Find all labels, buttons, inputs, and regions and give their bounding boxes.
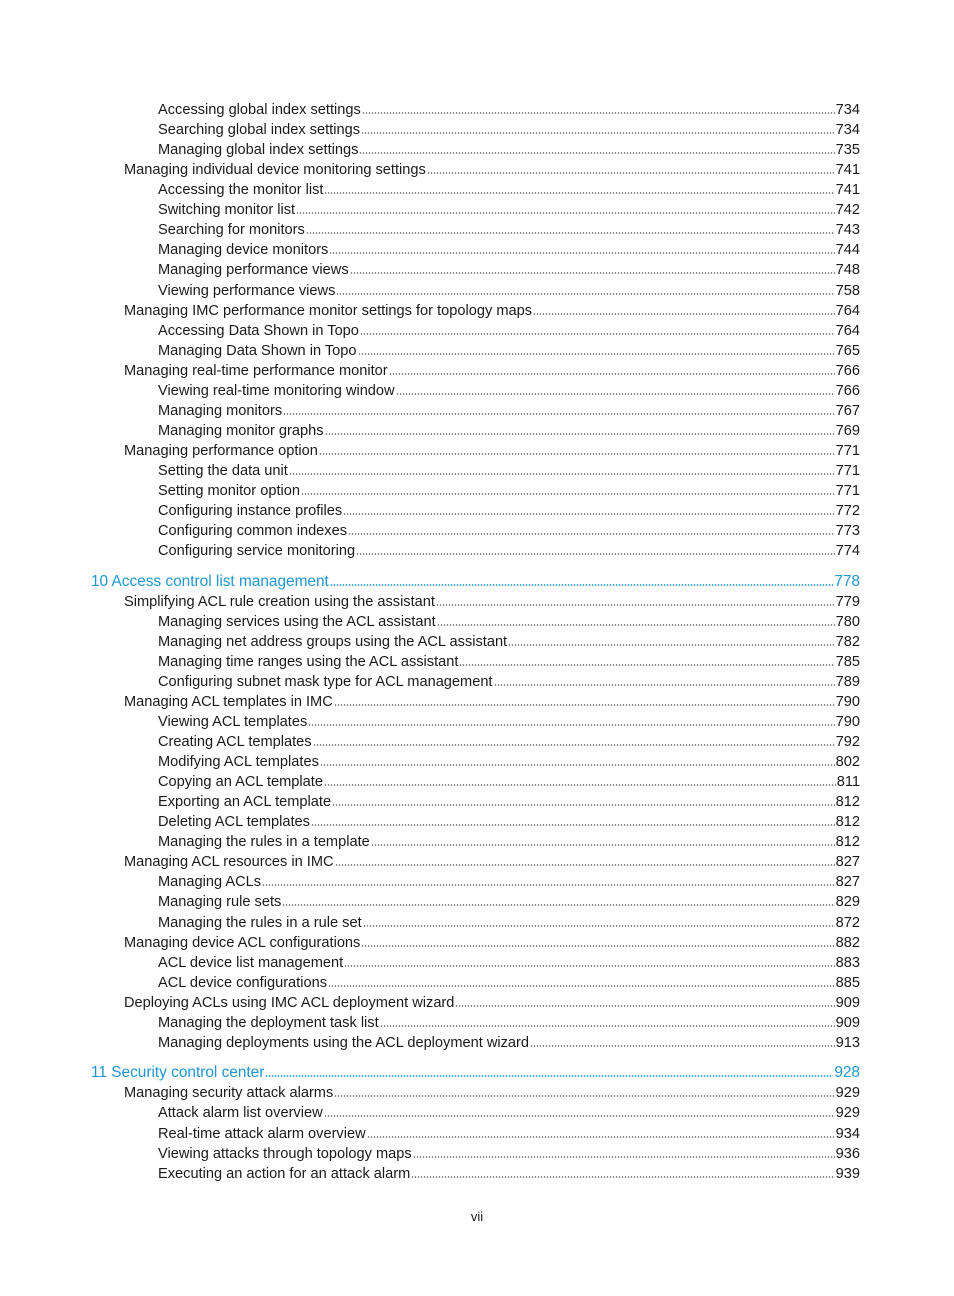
toc-entry-page: 779	[835, 593, 860, 610]
toc-dot-leader	[455, 1005, 834, 1007]
toc-entry-title: Attack alarm list overview	[158, 1105, 323, 1122]
toc-entry-page: 936	[835, 1145, 860, 1162]
toc-dot-leader	[380, 1025, 835, 1027]
toc-entry-title: Managing ACLs	[158, 874, 262, 891]
toc-entry-page: 913	[835, 1034, 860, 1051]
toc-entry[interactable]	[158, 612, 860, 632]
toc-entry-page: 765	[835, 342, 860, 359]
toc-entry-title: Managing net address groups using the ACL assistant	[158, 633, 508, 650]
toc-entry[interactable]	[124, 592, 860, 612]
toc-entry[interactable]	[158, 541, 860, 561]
toc-entry-title: Deleting ACL templates	[158, 814, 310, 831]
toc-entry[interactable]	[124, 441, 860, 461]
toc-entry[interactable]	[158, 652, 860, 672]
toc-entry-title: Managing ACL resources in IMC	[124, 854, 334, 871]
toc-dot-leader	[413, 1156, 835, 1158]
toc-entry-title: Creating ACL templates	[158, 734, 312, 750]
toc-dot-leader	[332, 804, 835, 806]
toc-dot-leader	[437, 624, 835, 626]
toc-entry-page: 778	[834, 572, 860, 590]
toc-entry-page: 771	[835, 442, 860, 459]
toc-entry[interactable]	[158, 892, 860, 912]
toc-entry-title: Managing monitors	[158, 402, 283, 419]
toc-entry-page: 790	[835, 693, 860, 710]
toc-entry[interactable]	[158, 481, 860, 501]
toc-dot-leader	[325, 433, 835, 435]
toc-entry-page: 774	[835, 543, 860, 560]
toc-entry-page: 741	[835, 182, 860, 199]
toc-entry[interactable]	[158, 672, 860, 692]
toc-entry-page: 735	[835, 142, 860, 159]
toc-dot-leader	[360, 333, 835, 335]
toc-entry[interactable]	[158, 812, 860, 832]
toc-entry-page: 741	[835, 162, 860, 179]
toc-entry[interactable]	[124, 301, 860, 321]
toc-entry-title: Executing an action for an attack alarm	[158, 1165, 411, 1182]
toc-dot-leader	[358, 353, 835, 355]
toc-entry-page: 882	[835, 934, 860, 951]
toc-entry[interactable]	[158, 401, 860, 421]
toc-entry-page: 909	[835, 994, 860, 1011]
toc-chapter-entry[interactable]	[91, 1063, 860, 1083]
toc-entry-title: Copying an ACL template	[158, 774, 323, 791]
toc-dot-leader	[371, 844, 835, 846]
toc-entry[interactable]	[158, 260, 860, 280]
toc-entry-title: Managing IMC performance monitor settings for topology maps	[124, 302, 533, 319]
toc-entry-page: 758	[835, 282, 860, 299]
toc-dot-leader	[396, 393, 835, 395]
toc-entry[interactable]	[158, 1164, 860, 1184]
toc-entry-title: ACL device configurations	[158, 974, 328, 991]
toc-entry-page: 812	[835, 814, 860, 831]
toc-dot-leader	[530, 1045, 835, 1047]
toc-entry-page: 929	[835, 1105, 860, 1122]
toc-dot-leader	[361, 945, 834, 947]
toc-dot-leader	[362, 112, 835, 114]
toc-entry-page: 827	[835, 854, 860, 871]
toc-dot-leader	[262, 884, 835, 886]
toc-dot-leader	[311, 824, 835, 826]
toc-entry-page: 767	[835, 402, 860, 419]
toc-entry-title: Viewing ACL templates	[158, 714, 308, 730]
toc-dot-leader	[308, 724, 834, 726]
toc-dot-leader	[367, 1136, 835, 1138]
toc-entry-title: Accessing Data Shown in Topo	[158, 322, 359, 339]
toc-dot-leader	[320, 764, 835, 766]
toc-entry-title: Managing individual device monitoring settings	[124, 162, 426, 179]
toc-entry[interactable]	[158, 712, 860, 732]
toc-dot-leader	[334, 704, 835, 706]
page-number: vii	[470, 1209, 484, 1224]
toc-entry-title: Managing monitor graphs	[158, 422, 324, 439]
toc-dot-leader	[336, 293, 834, 295]
toc-entry[interactable]	[158, 421, 860, 441]
toc-entry-title: Searching global index settings	[158, 122, 361, 138]
toc-entry-title: Modifying ACL templates	[158, 754, 319, 771]
toc-entry-title: Configuring common indexes	[158, 523, 348, 540]
toc-entry-title: Managing the deployment task list	[158, 1014, 379, 1031]
toc-entry-title: Managing performance views	[158, 262, 349, 279]
toc-entry-page: 928	[834, 1064, 860, 1082]
toc-entry[interactable]	[158, 321, 860, 341]
toc-dot-leader	[324, 192, 834, 194]
toc-entry-title: Managing performance option	[124, 442, 318, 459]
toc-entry-title: Switching monitor list	[158, 202, 296, 219]
toc-entry-page: 929	[835, 1085, 860, 1102]
toc-entry-page: 771	[835, 462, 860, 479]
toc-entry[interactable]	[158, 832, 860, 852]
toc-entry-page: 780	[835, 613, 860, 630]
toc-entry-title: Configuring instance profiles	[158, 503, 343, 519]
toc-entry-page: 766	[835, 362, 860, 379]
toc-dot-leader	[324, 1115, 835, 1117]
toc-dot-leader	[319, 453, 835, 455]
toc-dot-leader	[494, 684, 835, 686]
toc-chapter-entry[interactable]	[91, 572, 860, 592]
toc-entry-title: Viewing attacks through topology maps	[158, 1145, 412, 1162]
toc-entry[interactable]	[158, 100, 860, 120]
toc-dot-leader	[344, 965, 834, 967]
toc-entry-page: 742	[835, 202, 860, 219]
toc-entry[interactable]	[158, 200, 860, 220]
toc-entry-title: Managing security attack alarms	[124, 1085, 334, 1102]
toc-entry-page: 790	[835, 714, 860, 730]
toc-dot-leader	[328, 985, 835, 987]
toc-entry[interactable]	[158, 953, 860, 973]
toc-entry-page: 771	[835, 483, 860, 499]
toc-entry-title: Configuring subnet mask type for ACL management	[158, 673, 493, 690]
toc-entry[interactable]	[124, 993, 860, 1013]
toc-entry[interactable]	[158, 973, 860, 993]
toc-entry-title: Managing services using the ACL assistant	[158, 613, 436, 630]
toc-dot-leader	[330, 584, 833, 586]
toc-entry[interactable]	[158, 341, 860, 361]
toc-entry[interactable]	[158, 1103, 860, 1123]
toc-dot-leader	[389, 373, 835, 375]
toc-dot-leader	[265, 1075, 833, 1077]
toc-dot-leader	[436, 604, 835, 606]
toc-dot-leader	[335, 864, 835, 866]
toc-entry-page: 764	[835, 322, 860, 339]
toc-entry-page: 812	[835, 794, 860, 811]
toc-entry[interactable]	[158, 180, 860, 200]
toc-entry[interactable]	[158, 140, 860, 160]
toc-entry-page: 785	[835, 653, 860, 670]
toc-dot-leader	[350, 272, 835, 274]
toc-entry-title: Managing global index settings	[158, 142, 359, 159]
toc-entry-title: Viewing performance views	[158, 282, 336, 299]
toc-entry-page: 766	[835, 382, 860, 399]
toc-dot-leader	[296, 212, 835, 214]
toc-entry[interactable]	[158, 772, 860, 792]
toc-entry[interactable]	[158, 240, 860, 260]
toc-entry[interactable]	[158, 501, 860, 521]
toc-dot-leader	[427, 172, 835, 174]
toc-dot-leader	[459, 664, 834, 666]
toc-entry[interactable]	[158, 1124, 860, 1144]
toc-dot-leader	[289, 473, 835, 475]
toc-entry-page: 789	[835, 673, 860, 690]
toc-entry-title: Real-time attack alarm overview	[158, 1125, 366, 1142]
toc-entry-page: 883	[835, 954, 860, 971]
toc-entry-page: 872	[835, 914, 860, 931]
toc-entry-page: 827	[835, 874, 860, 891]
toc-dot-leader	[533, 313, 835, 315]
toc-entry[interactable]	[124, 361, 860, 381]
toc-entry-title: 10 Access control list management	[91, 572, 329, 590]
toc-dot-leader	[348, 533, 835, 535]
toc-dot-leader	[282, 904, 834, 906]
toc-entry-page: 792	[835, 734, 860, 750]
toc-entry-title: Setting the data unit	[158, 462, 288, 479]
toc-entry-title: Accessing global index settings	[158, 102, 361, 118]
toc-entry[interactable]	[158, 281, 860, 301]
toc-entry[interactable]	[158, 120, 860, 140]
toc-entry[interactable]	[124, 933, 860, 953]
toc-entry-page: 811	[836, 774, 860, 791]
toc-entry[interactable]	[158, 913, 860, 933]
toc-entry[interactable]	[158, 792, 860, 812]
toc-entry-page: 909	[835, 1014, 860, 1031]
toc-entry-title: Simplifying ACL rule creation using the assistant	[124, 593, 435, 610]
toc-entry[interactable]	[158, 872, 860, 892]
toc-entry[interactable]	[158, 521, 860, 541]
toc-dot-leader	[411, 1176, 834, 1178]
toc-entry-title: ACL device list management	[158, 954, 344, 971]
toc-dot-leader	[363, 925, 835, 927]
toc-entry-page: 829	[835, 894, 860, 911]
toc-entry-title: Managing the rules in a template	[158, 834, 370, 851]
toc-entry[interactable]	[158, 1013, 860, 1033]
toc-entry-page: 744	[835, 242, 860, 259]
toc-entry-title: Managing device monitors	[158, 242, 329, 259]
toc-dot-leader	[343, 513, 834, 515]
toc-dot-leader	[359, 152, 834, 154]
toc-entry-title: Managing Data Shown in Topo	[158, 342, 357, 359]
toc-entry-page: 802	[835, 754, 860, 771]
toc-entry-title: Configuring service monitoring	[158, 543, 356, 560]
toc-entry-title: Managing the rules in a rule set	[158, 914, 362, 931]
toc-entry-page: 743	[835, 222, 860, 239]
toc-entry-page: 748	[835, 262, 860, 279]
toc-dot-leader	[329, 252, 834, 254]
toc-entry-title: Exporting an ACL template	[158, 794, 332, 811]
toc-entry[interactable]	[124, 160, 860, 180]
toc-entry[interactable]	[158, 632, 860, 652]
toc-dot-leader	[324, 784, 836, 786]
toc-dot-leader	[361, 132, 835, 134]
toc-entry-title: 11 Security control center	[91, 1064, 265, 1082]
toc-entry-title: Viewing real-time monitoring window	[158, 382, 395, 399]
toc-dot-leader	[508, 644, 835, 646]
toc-entry[interactable]	[158, 461, 860, 481]
toc-entry[interactable]	[124, 1083, 860, 1103]
toc-entry[interactable]	[158, 381, 860, 401]
toc-entry-title: Managing ACL templates in IMC	[124, 693, 333, 710]
toc-entry-title: Accessing the monitor list	[158, 182, 324, 199]
toc-dot-leader	[356, 553, 835, 555]
toc-entry[interactable]	[158, 752, 860, 772]
toc-entry-page: 772	[835, 503, 860, 519]
toc-entry[interactable]	[158, 1033, 860, 1053]
toc-entry-page: 782	[835, 633, 860, 650]
toc-entry[interactable]	[158, 220, 860, 240]
toc-entry-page: 734	[835, 102, 860, 118]
toc-entry-title: Searching for monitors	[158, 222, 305, 239]
toc-entry[interactable]	[124, 852, 860, 872]
toc-entry-page: 769	[835, 422, 860, 439]
toc-entry[interactable]	[124, 692, 860, 712]
toc-dot-leader	[301, 493, 835, 495]
toc-entry-page: 812	[835, 834, 860, 851]
toc-entry-page: 773	[835, 523, 860, 540]
toc-entry-title: Managing deployments using the ACL deployment wizard	[158, 1034, 530, 1051]
toc-entry[interactable]	[158, 1144, 860, 1164]
toc-entry[interactable]	[158, 732, 860, 752]
toc-entry-page: 764	[835, 302, 860, 319]
toc-dot-leader	[334, 1095, 834, 1097]
toc-entry-page: 939	[835, 1165, 860, 1182]
toc-dot-leader	[306, 232, 835, 234]
toc-entry-title: Managing rule sets	[158, 894, 282, 911]
toc-entry-page: 934	[835, 1125, 860, 1142]
toc-entry-title: Deploying ACLs using IMC ACL deployment wizard	[124, 994, 455, 1011]
toc-dot-leader	[313, 744, 835, 746]
toc-entry-title: Managing device ACL configurations	[124, 934, 361, 951]
toc-dot-leader	[283, 413, 835, 415]
toc-entry-title: Managing real-time performance monitor	[124, 362, 388, 379]
toc-entry-page: 734	[835, 122, 860, 138]
toc-entry-title: Managing time ranges using the ACL assistant	[158, 653, 459, 670]
toc-entry-title: Setting monitor option	[158, 483, 300, 499]
toc-entry-page: 885	[835, 974, 860, 991]
